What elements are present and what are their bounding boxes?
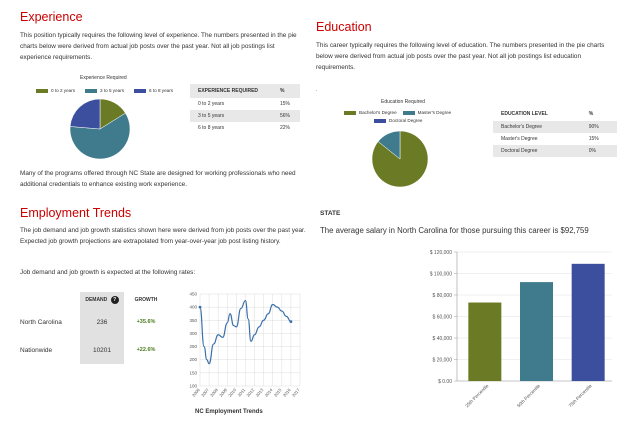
legend-swatch <box>85 89 97 93</box>
education-table <box>493 107 617 157</box>
trends-title: Employment Trends <box>20 206 132 220</box>
x-tick-label: 2014 <box>263 387 274 398</box>
y-tick-label: 100 <box>189 383 197 389</box>
y-tick-label: $ 100,000 <box>429 271 452 278</box>
table-header: % <box>588 111 594 117</box>
education-intro: This career typically requires the following level of education. The numbers presented in the pie charts below were derived from actual job posts over the past year. Not all job postings list education requirements. <box>316 42 605 71</box>
x-tick-label: 2010 <box>227 387 238 398</box>
table-row: Doctoral Degree 0% <box>493 145 617 157</box>
education-chart-title: Education Required <box>381 99 425 105</box>
legend-swatch <box>403 111 415 115</box>
salary-bar <box>520 282 553 381</box>
x-tick-label: 50th Percentile <box>515 383 542 409</box>
legend-swatch <box>36 89 48 93</box>
experience-intro: This position typically requires the following level of experience. The numbers presented in the pie charts below were derived from actual job posts over the past year. Not all job postings list experience requirements. <box>20 32 297 61</box>
legend-item: Master's Degree <box>403 110 452 115</box>
salary-text: The average salary in North Carolina for those pursuing this career is $92,759 <box>320 226 589 235</box>
legend-swatch <box>134 89 146 93</box>
pie-slice <box>70 99 100 129</box>
trends-rate-text: Job demand and job growth is expected at the following rates: <box>20 269 196 276</box>
experience-pie-chart <box>65 97 135 161</box>
education-pie-chart <box>370 130 432 188</box>
experience-legend <box>36 88 173 93</box>
legend-item: 6 to 8 years <box>134 88 173 93</box>
table-row: Master's Degree 15% <box>501 136 599 142</box>
legend-item: Bachelor's Degree <box>344 110 397 115</box>
y-tick-label: $ 80,000 <box>432 293 452 299</box>
y-tick-label: $ 40,000 <box>432 336 452 342</box>
legend-item: Doctoral Degree <box>374 118 422 123</box>
table-row: 0 to 2 years 15% <box>198 101 290 107</box>
table-row: Bachelor's Degree 90% <box>493 121 617 133</box>
y-tick-label: 150 <box>189 370 197 376</box>
demand-header: DEMAND ? <box>80 292 124 308</box>
table-row: North Carolina 236 +35.6% <box>20 308 168 336</box>
trend-point <box>199 306 202 309</box>
legend-swatch <box>344 111 356 115</box>
growth-header: GROWTH <box>134 297 158 303</box>
x-tick-label: 75th Percentile <box>567 383 593 409</box>
line-chart-caption: NC Employment Trends <box>195 409 263 415</box>
y-tick-label: 400 <box>189 304 197 310</box>
y-tick-label: 250 <box>189 344 197 350</box>
x-tick-label: 2006 <box>190 387 201 398</box>
table-header: EDUCATION LEVEL <box>501 111 548 117</box>
y-tick-label: $ 60,000 <box>432 314 452 321</box>
experience-table <box>190 84 300 134</box>
table-row: 3 to 5 years 56% <box>190 110 300 122</box>
y-tick-label: $ 0.00 <box>438 379 452 385</box>
table-header: EXPERIENCE REQUIRED <box>198 88 259 94</box>
x-tick-label: 2013 <box>254 387 265 398</box>
legend-item: 3 to 5 years <box>85 88 124 93</box>
employment-line-chart <box>180 286 305 414</box>
x-tick-label: 2012 <box>245 387 256 398</box>
salary-bar <box>572 264 605 381</box>
y-tick-label: $ 120,000 <box>429 250 452 256</box>
y-tick-label: 300 <box>189 330 197 336</box>
x-tick-label: 2016 <box>281 387 292 398</box>
table-row: 6 to 8 years 22% <box>198 125 290 131</box>
y-tick-label: 450 <box>189 291 197 297</box>
x-tick-label: 2017 <box>290 387 301 398</box>
education-dot: . <box>316 87 318 93</box>
experience-chart-title: Experience Required <box>80 75 127 81</box>
legend-swatch <box>374 119 386 123</box>
salary-bar-chart <box>400 244 615 424</box>
state-label: STATE <box>320 210 341 217</box>
x-tick-label: 2007 <box>200 387 210 398</box>
salary-bar <box>468 303 501 381</box>
y-tick-label: 200 <box>189 357 197 363</box>
table-row: Nationwide 10201 +22.6% <box>20 336 168 364</box>
trends-intro: The job demand and job growth statistics shown here were derived from job posts over the past year. Expected job growth projections are extrapolated from year-over-year job post listing history. <box>20 227 306 245</box>
y-tick-label: $ 20,000 <box>432 357 452 364</box>
x-tick-label: 2011 <box>236 387 247 398</box>
x-tick-label: 2008 <box>209 387 219 398</box>
experience-note: Many of the programs offered through NC State are designed for working professionals who need additional credentials to enhance existing work experience. <box>20 170 296 188</box>
legend-item: 0 to 2 years <box>36 88 75 93</box>
x-tick-label: 25th Percentile <box>464 383 490 409</box>
education-title: Education <box>316 20 372 34</box>
experience-title: Experience <box>20 10 83 24</box>
trends-table <box>20 292 168 364</box>
x-tick-label: 2009 <box>218 387 229 398</box>
education-legend <box>344 110 464 123</box>
x-tick-label: 2015 <box>272 387 283 398</box>
y-tick-label: 350 <box>189 317 197 323</box>
info-icon[interactable]: ? <box>111 296 119 304</box>
trend-point <box>290 320 293 323</box>
table-header: % <box>279 88 285 94</box>
